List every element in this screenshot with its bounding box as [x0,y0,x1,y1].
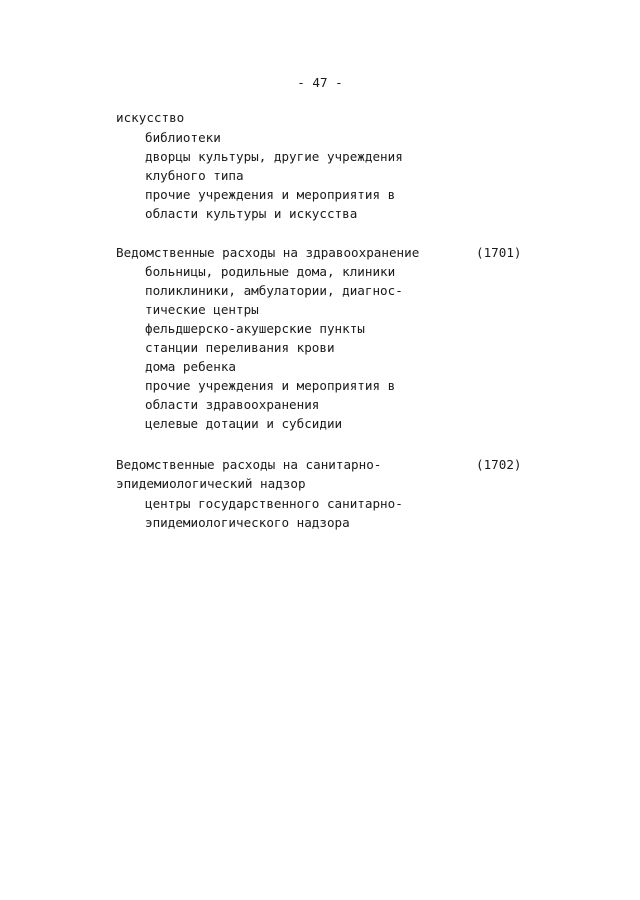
list-item: прочие учреждения и мероприятия в [145,378,396,393]
list-item: больницы, родильные дома, клиники [145,264,396,279]
list-item: целевые дотации и субсидии [145,416,343,431]
list-item: центры государственного санитарно- [145,496,403,511]
sanitary-code: (1702) [476,457,522,472]
list-item: тические центры [145,302,259,317]
list-item: дворцы культуры, другие учреждения [145,149,403,164]
list-item: станции переливания крови [145,340,335,355]
health-heading: Ведомственные расходы на здравоохранение [116,245,420,260]
list-item: области культуры и искусства [145,206,358,221]
list-item: области здравоохранения [145,397,320,412]
list-item: эпидемиологического надзора [145,515,350,530]
list-item: дома ребенка [145,359,236,374]
health-code: (1701) [476,245,522,260]
list-item: клубного типа [145,168,244,183]
list-item: библиотеки [145,130,221,145]
culture-heading: искусство [116,110,185,125]
list-item: прочие учреждения и мероприятия в [145,187,396,202]
list-item: поликлиники, амбулатории, диагнос- [145,283,403,298]
sanitary-heading-line1: Ведомственные расходы на санитарно- [116,457,382,472]
list-item: фельдшерско-акушерские пункты [145,321,365,336]
sanitary-heading-line2: эпидемиологический надзор [116,476,306,491]
page-number: - 47 - [297,75,343,90]
